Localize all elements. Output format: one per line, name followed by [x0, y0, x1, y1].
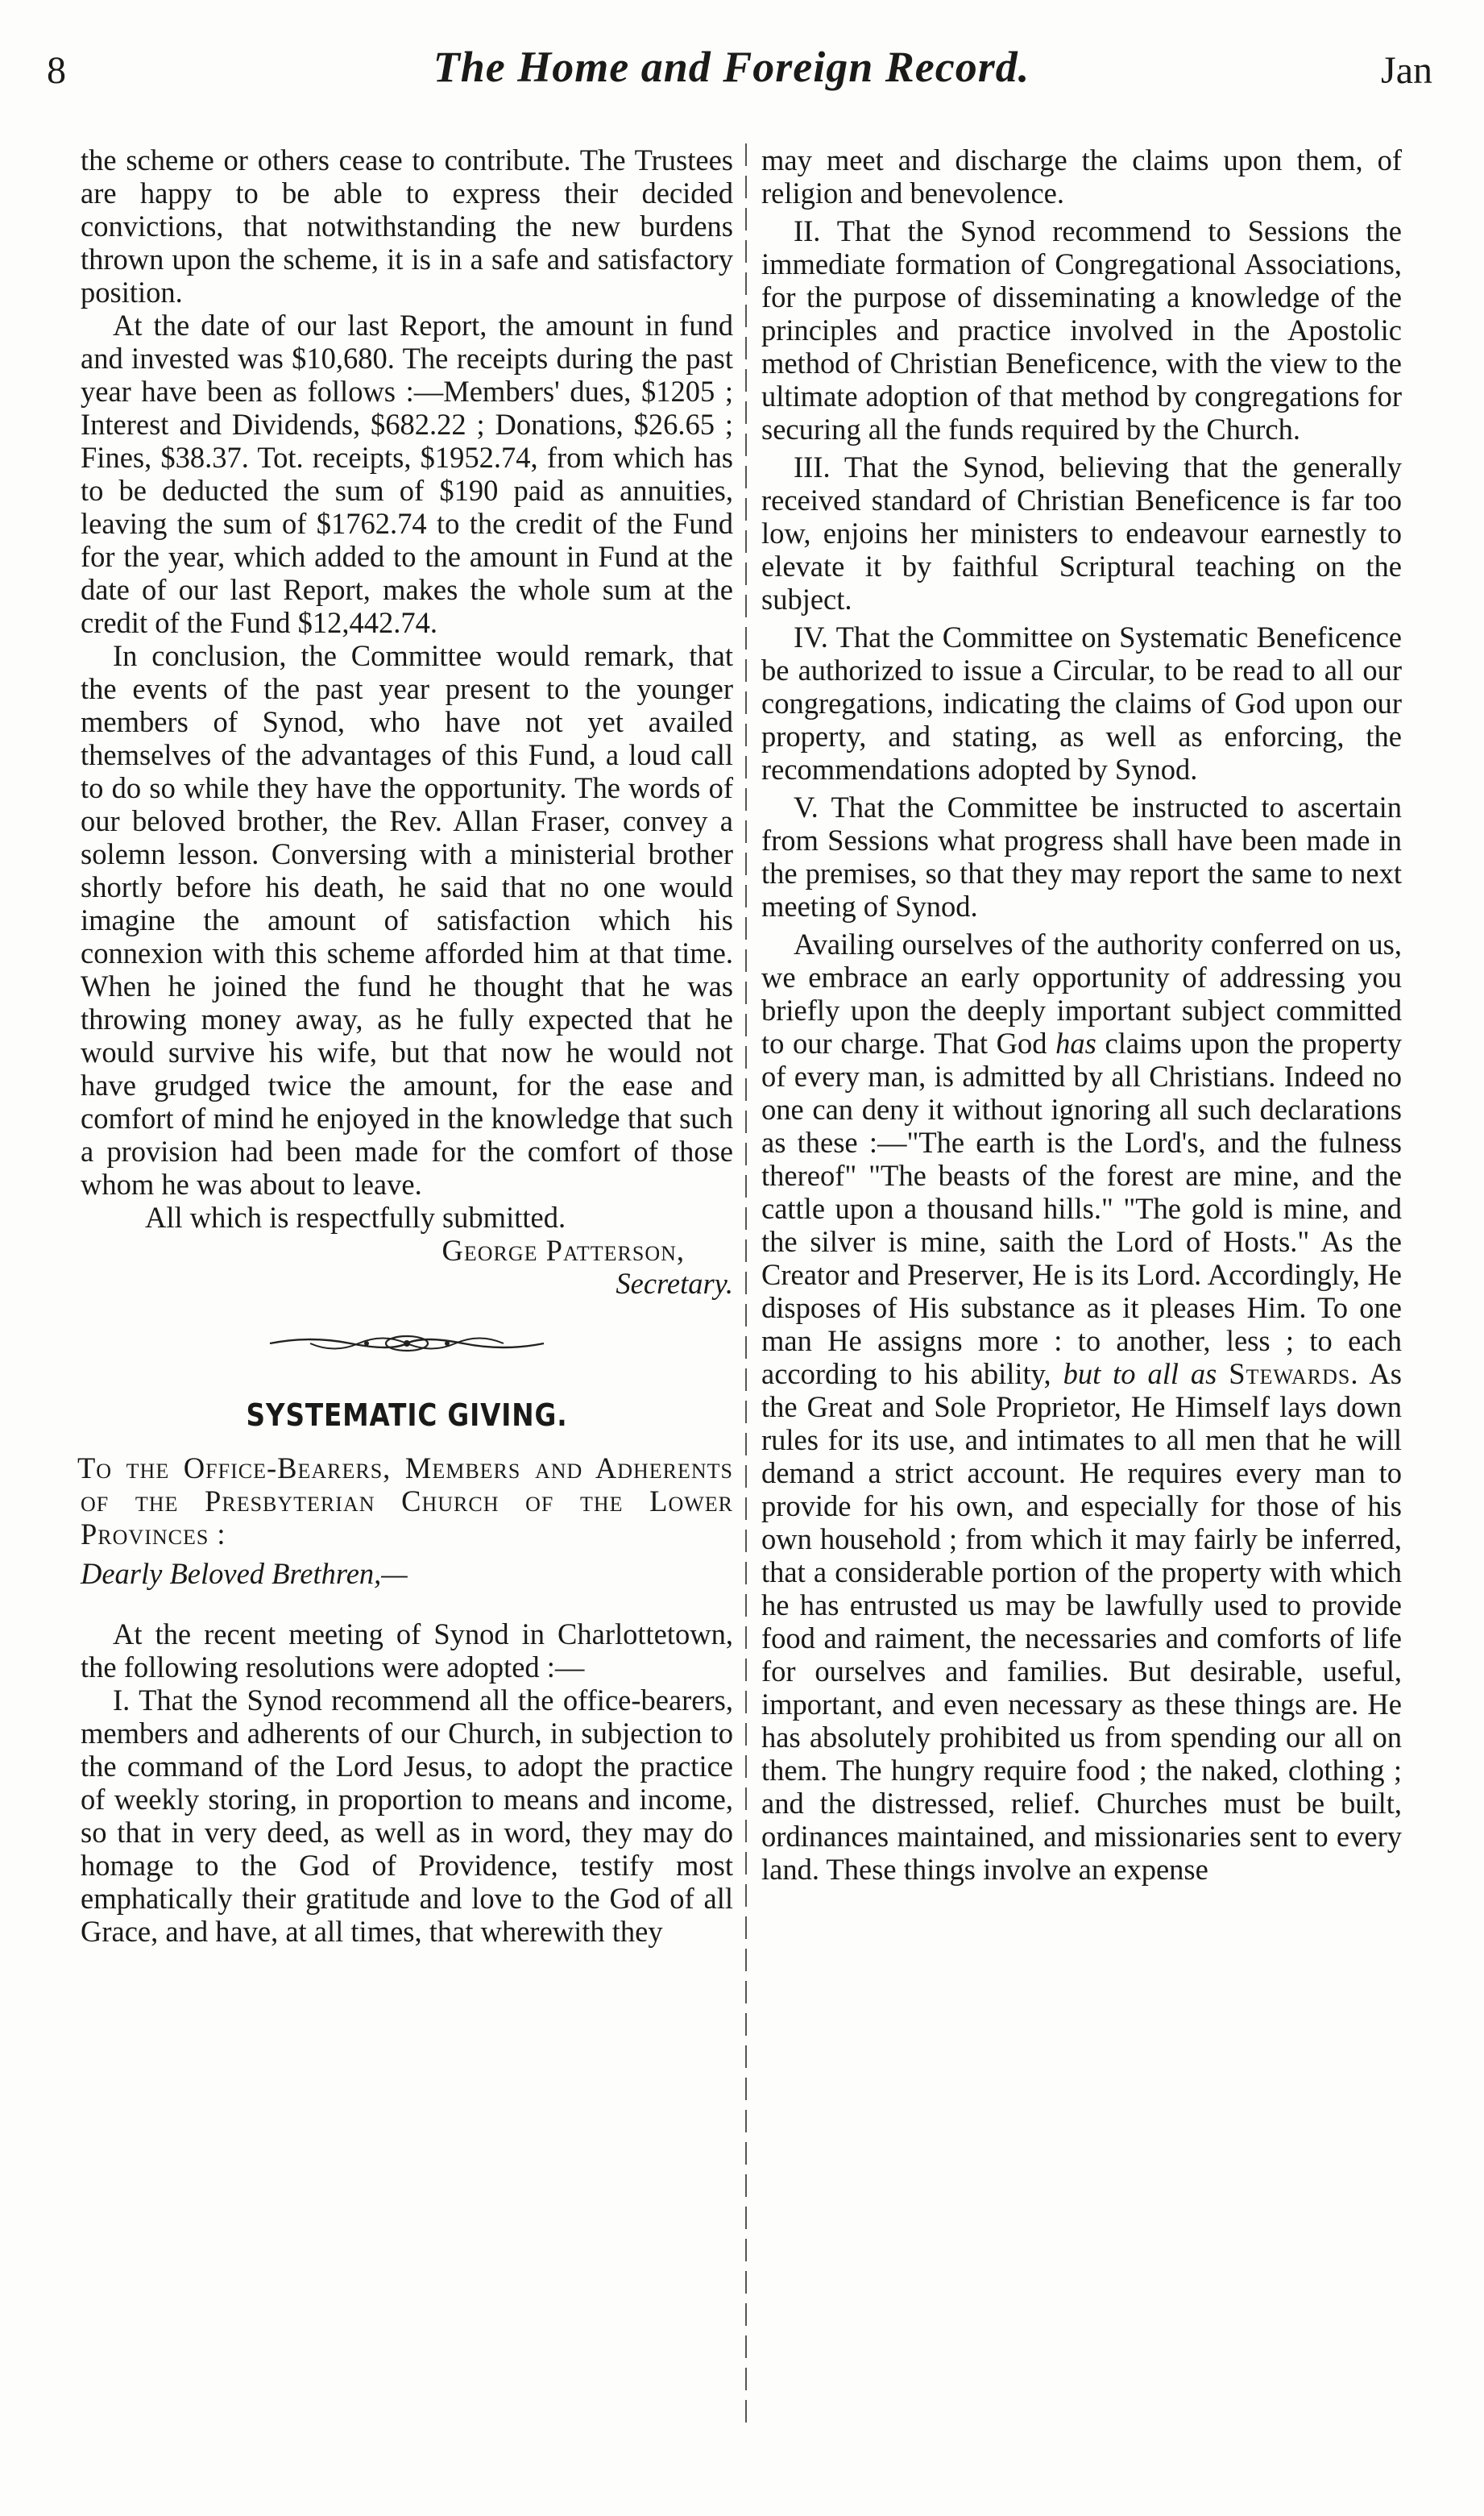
- signature-name: George Patterson,: [441, 1234, 685, 1267]
- paragraph: At the date of our last Report, the amount in fund and invested was $10,680. The receipts during the past year have been as follows :—Members' dues, $1205 ; Interest and Dividends, $682.22 ; Donations, $26.65 ; Fines, $38.37. Tot. receipts, $1952.74, from which has to be deducted the sum of $190 paid as annuities, leaving the sum of $1762.74 to the credit of the Fund for the year, which added to the amount in Fund at the date of our last Report, makes the whole sum at the credit of the Fund $12,442.74.: [81, 309, 733, 639]
- paragraph: V. That the Committee be instructed to ascertain from Sessions what progress shall have been made in the premises, so that they may report the same to next meeting of Synod.: [761, 791, 1402, 923]
- emphasis: but to all as: [1063, 1357, 1217, 1390]
- page-header: [47, 42, 1432, 106]
- page-number: 8: [47, 49, 66, 92]
- text-run: Availing ourselves of the authority conferred on us, we embrace an early opportunity of addressing you briefly upon the deeply important subject committed to our charge. That God: [761, 928, 1402, 1060]
- paragraph: III. That the Synod, believing that the generally received standard of Christian Beneficence is far too low, enjoins her ministers to endeavour earnestly to elevate it by faithful Scriptural teaching on the subject.: [761, 450, 1402, 616]
- ornament-divider: [81, 1329, 733, 1362]
- paragraph: [761, 928, 1402, 1886]
- paragraph: IV. That the Committee on Systematic Beneficence be authorized to issue a Circular, to be read to all our congregations, indicating the claims of God upon our property, and stating, as well as enforcing, the recommendations adopted by Synod.: [761, 621, 1402, 786]
- paragraph: All which is respectfully submitted.: [145, 1201, 566, 1234]
- running-title: The Home and Foreign Record.: [433, 43, 1030, 91]
- left-column: [77, 143, 733, 1948]
- right-column: [761, 143, 1402, 1886]
- flourish-ornament-icon: [262, 1331, 552, 1356]
- paragraph: I. That the Synod recommend all the office-bearers, members and adherents of our Church, in subjection to the command of the Lord Jesus, to adopt the practice of weekly storing, in proportion to means and income, so that in very deed, as well as in word, they may do homage to the God of Providence, testify most emphatically their gratitude and love to the God of all Grace, and have, at all times, that wherewith they: [81, 1684, 733, 1948]
- salutation: Dearly Beloved Brethren,—: [81, 1557, 408, 1590]
- paragraph: II. That the Synod recommend to Sessions the immediate formation of Congregational Associations, for the purpose of disseminating a knowledge of the principles and practice involved in the Apostolic method of Christian Beneficence, with the view to the ultimate adoption of that method by congregations for securing all the funds required by the Church.: [761, 214, 1402, 446]
- signature-role: Secretary.: [616, 1267, 733, 1300]
- text-run: As the Great and Sole Proprietor, He Himself lays down rules for its use, and intimates to all men that he will demand a strict account. He requires every man to provide for his own, and especially for those of his own household ; from which it may fairly be inferred, that a considerable portion of the property with which he has entrusted us may be lawfully used to provide food and raiment, the necessaries and comforts of life for ourselves and families. But desirable, useful, important, and even necessary as these things are. He has absolutely prohibited us from spending our all on them. The hungry require food ; the naked, clothing ; and the distressed, relief. Churches must be built, ordinances maintained, and missionaries sent to every land. These things involve an expense: [761, 1357, 1402, 1886]
- small-caps-text: Stewards.: [1229, 1357, 1359, 1390]
- paragraph: At the recent meeting of Synod in Charlottetown, the following resolutions were adopted :—: [81, 1617, 733, 1684]
- address-line: To the Office-Bearers, Members and Adherents of the Presbyterian Church of the Lower Provinces :: [77, 1451, 733, 1551]
- paragraph: the scheme or others cease to contribute. The Trustees are happy to be able to express their decided convictions, that notwithstanding the new burdens thrown upon the scheme, it is in a safe and satisfactory position.: [81, 143, 733, 309]
- paragraph: In conclusion, the Committee would remark, that the events of the past year present to the younger members of Synod, who have not yet availed themselves of the advantages of this Fund, a loud call to do so while they have the opportunity. The words of our beloved brother, the Rev. Allan Fraser, convey a solemn lesson. Conversing with a ministerial brother shortly before his death, he said that no one would imagine the amount of satisfaction which his connexion with this scheme afforded him at that time. When he joined the fund he thought that he was throwing money away, as he fully expected that he would survive his wife, but that now he would not have grudged twice the amount, for the ease and comfort of mind he enjoyed in the knowledge that such a provision had been made for the comfort of those whom he was about to leave.: [81, 639, 733, 1201]
- column-rule: [745, 143, 747, 2424]
- paragraph: may meet and discharge the claims upon them, of religion and benevolence.: [761, 143, 1402, 210]
- running-month: Jan: [1381, 49, 1432, 92]
- emphasis: has: [1055, 1027, 1096, 1060]
- section-title: SYSTEMATIC GIVING.: [246, 1397, 568, 1433]
- text-run: claims upon the property of every man, is admitted by all Christians. Indeed no one can deny it without ignoring all such declarations as these :—"The earth is the Lord's, and the fulness thereof" "The beasts of the forest are mine, and the cattle upon a thousand hills." "The gold is mine, and the silver is mine, saith the Lord of Hosts." As the Creator and Preserver, He is its Lord. Accordingly, He disposes of His substance as it pleases Him. To one man He assigns more : to another, less ; to each according to his ability,: [761, 1027, 1402, 1390]
